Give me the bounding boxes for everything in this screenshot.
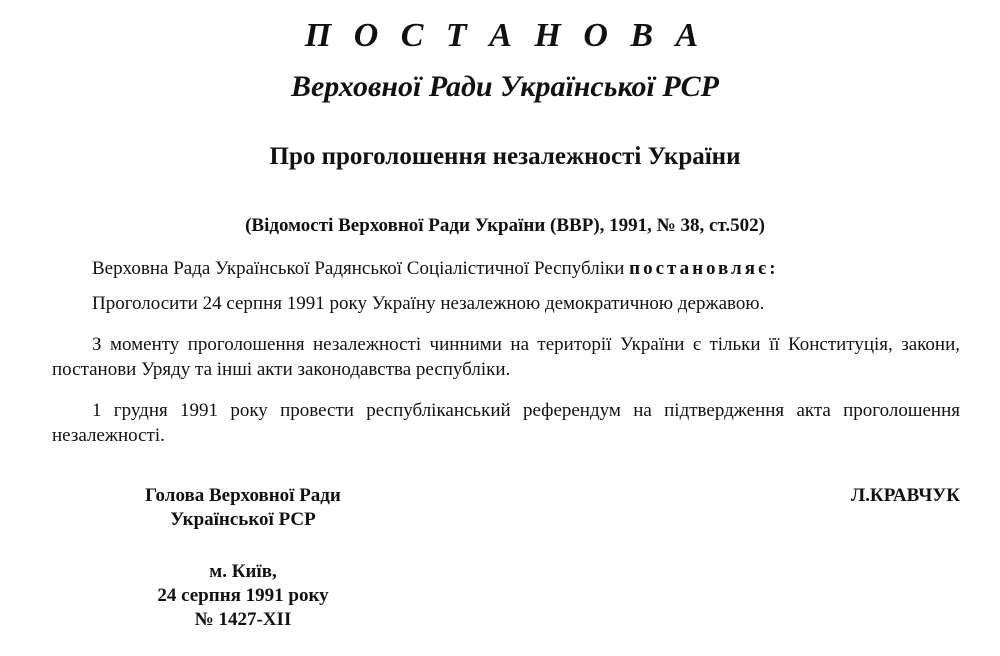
document-type-heading: П О С Т А Н О В А [304, 17, 706, 54]
place: м. Київ, [209, 561, 277, 582]
document-number: № 1427-XII [194, 609, 292, 630]
decree-word: постановляє: [629, 258, 779, 279]
position-line-2: Української РСР [170, 509, 316, 530]
issuer-heading: Верховної Ради Української РСР [290, 70, 720, 103]
place-date-block [100, 560, 386, 632]
signatory-position [100, 484, 386, 532]
signatory-name: Л.КРАВЧУК [851, 485, 960, 506]
position-line-1: Голова Верховної Ради [145, 485, 341, 506]
paragraph-referendum: 1 грудня 1991 року провести республіканський референдум на підтвердження акта проголошення незалежності. [52, 400, 960, 446]
paragraph-proclamation: Проголосити 24 серпня 1991 року Україну незалежною демократичною державою. [92, 293, 765, 314]
paragraph-legislation: З моменту проголошення незалежності чинними на території України є тільки її Конституція, закони, постанови Уряду та інші акти законодавства республіки. [52, 334, 960, 380]
source-reference: (Відомості Верховної Ради України (ВВР), 1991, № 38, ст.502) [245, 215, 765, 236]
date: 24 серпня 1991 року [157, 585, 329, 606]
document-title: Про проголошення незалежності України [269, 143, 741, 170]
paragraph-preamble [52, 256, 960, 281]
preamble-text: Верховна Рада Української Радянської Соціалістичної Республіки [92, 258, 625, 279]
